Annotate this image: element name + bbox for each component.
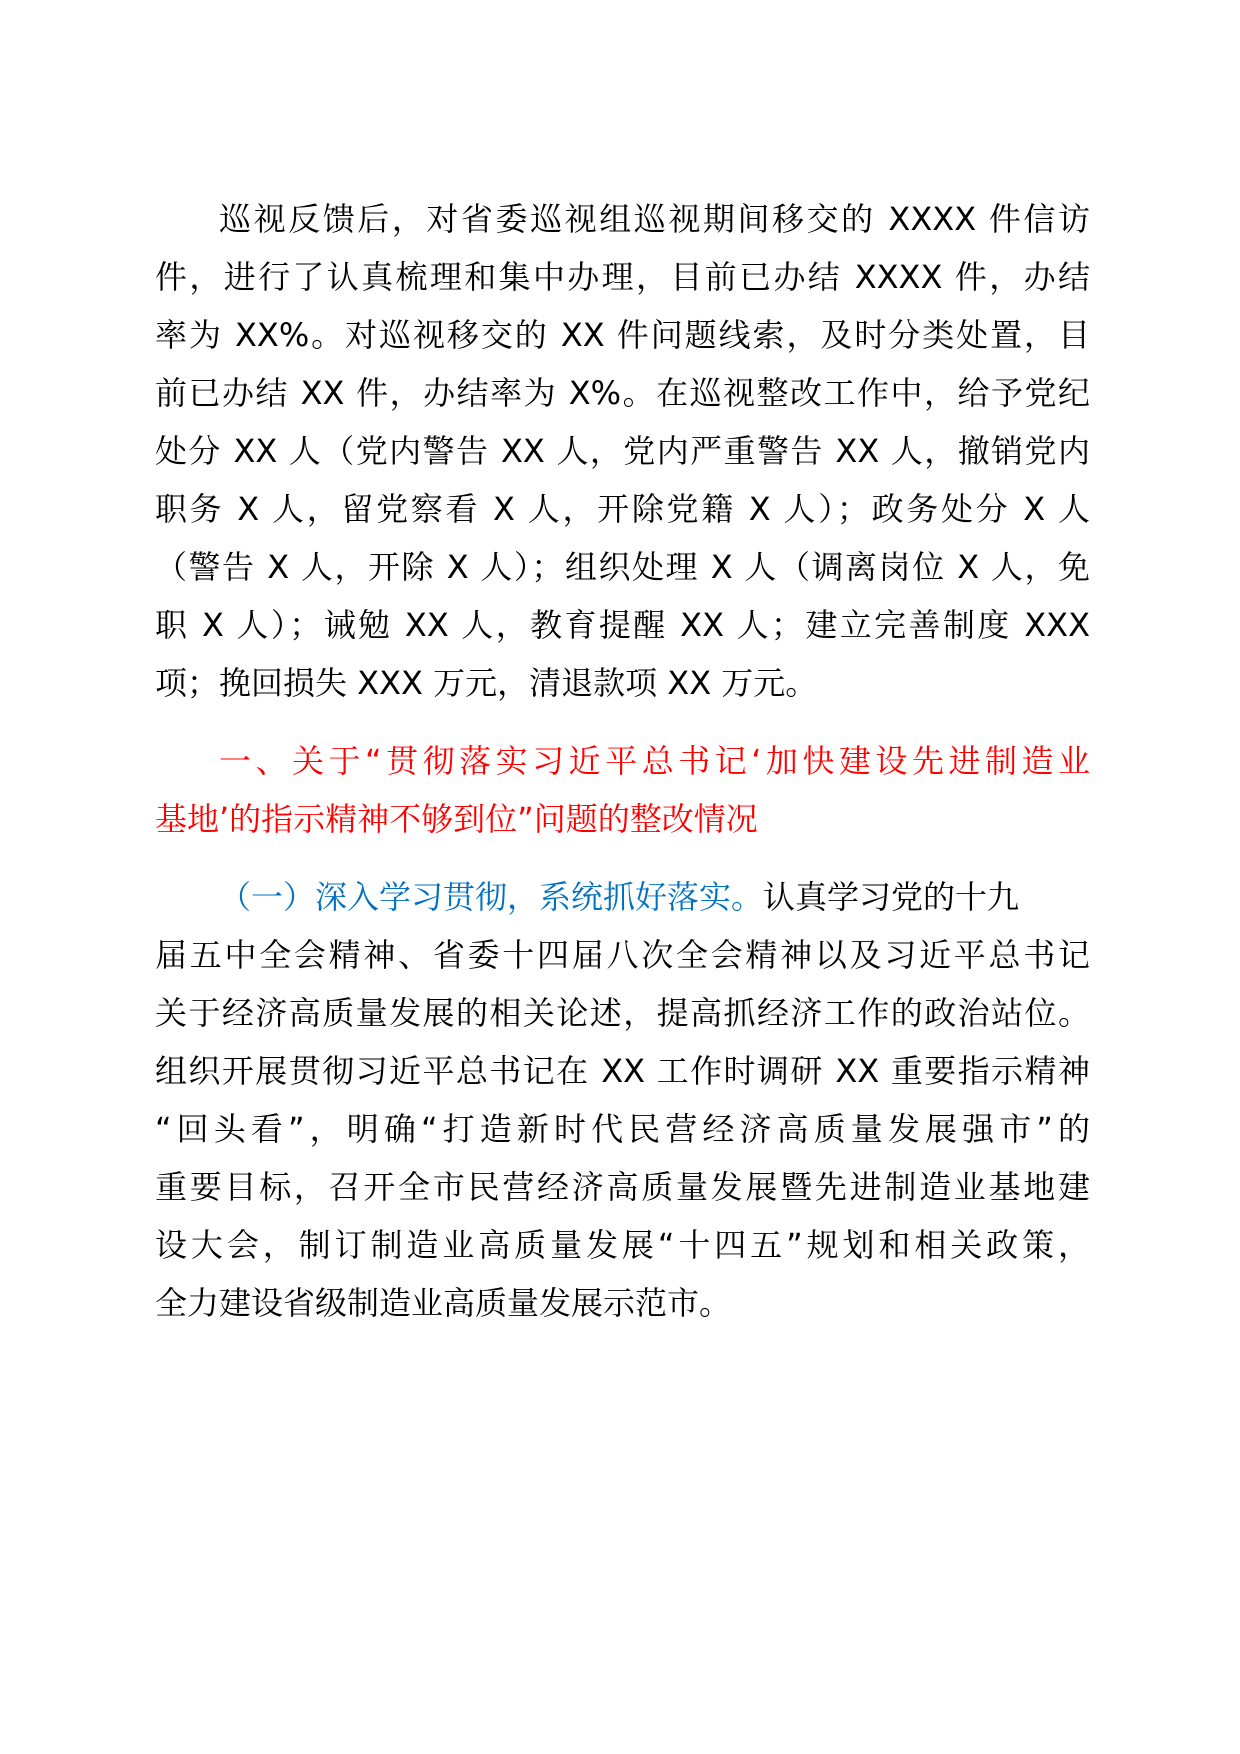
paragraph-line: 件，进行了认真梳理和集中办理，目前已办结 XXXX 件，办结 — [155, 258, 1090, 296]
paragraph-line: 处分 XX 人（党内警告 XX 人，党内严重警告 XX 人，撤销党内 — [155, 432, 1090, 470]
section-heading-line: 基地’的指示精神不够到位”问题的整改情况 — [155, 800, 758, 838]
subsection-text: 认真学习党的十九 — [763, 878, 1020, 916]
paragraph-line: 前已办结 XX 件，办结率为 X%。在巡视整改工作中，给予党纪 — [155, 374, 1090, 412]
paragraph-line: 重要目标，召开全市民营经济高质量发展暨先进制造业基地建 — [155, 1168, 1090, 1206]
paragraph-line: 全力建设省级制造业高质量发展示范市。 — [155, 1284, 732, 1322]
subsection-heading: （一）深入学习贯彻，系统抓好落实。 — [219, 878, 764, 916]
section-heading-line: 一、关于“贯彻落实习近平总书记‘加快建设先进制造业 — [219, 742, 1090, 780]
paragraph-line: （警告 X 人，开除 X 人）；组织处理 X 人（调离岗位 X 人，免 — [155, 548, 1090, 586]
paragraph-line: 设大会，制订制造业高质量发展“十四五”规划和相关政策， — [155, 1226, 1090, 1264]
subsection-first-line — [219, 872, 1090, 922]
paragraph-line: 项；挽回损失 XXX 万元，清退款项 XX 万元。 — [155, 664, 818, 702]
paragraph-line: 巡视反馈后，对省委巡视组巡视期间移交的 XXXX 件信访 — [219, 200, 1090, 238]
paragraph-line: 职务 X 人，留党察看 X 人，开除党籍 X 人）；政务处分 X 人 — [155, 490, 1090, 528]
paragraph-line: 职 X 人）；诫勉 XX 人，教育提醒 XX 人；建立完善制度 XXX — [155, 606, 1090, 644]
paragraph-line: “回头看”，明确“打造新时代民营经济高质量发展强市”的 — [155, 1110, 1090, 1148]
paragraph-line: 率为 XX%。对巡视移交的 XX 件问题线索，及时分类处置，目 — [155, 316, 1090, 354]
paragraph-line: 关于经济高质量发展的相关论述，提高抓经济工作的政治站位。 — [155, 994, 1090, 1032]
paragraph-line: 组织开展贯彻习近平总书记在 XX 工作时调研 XX 重要指示精神 — [155, 1052, 1090, 1090]
paragraph-line: 届五中全会精神、省委十四届八次全会精神以及习近平总书记 — [155, 936, 1090, 974]
